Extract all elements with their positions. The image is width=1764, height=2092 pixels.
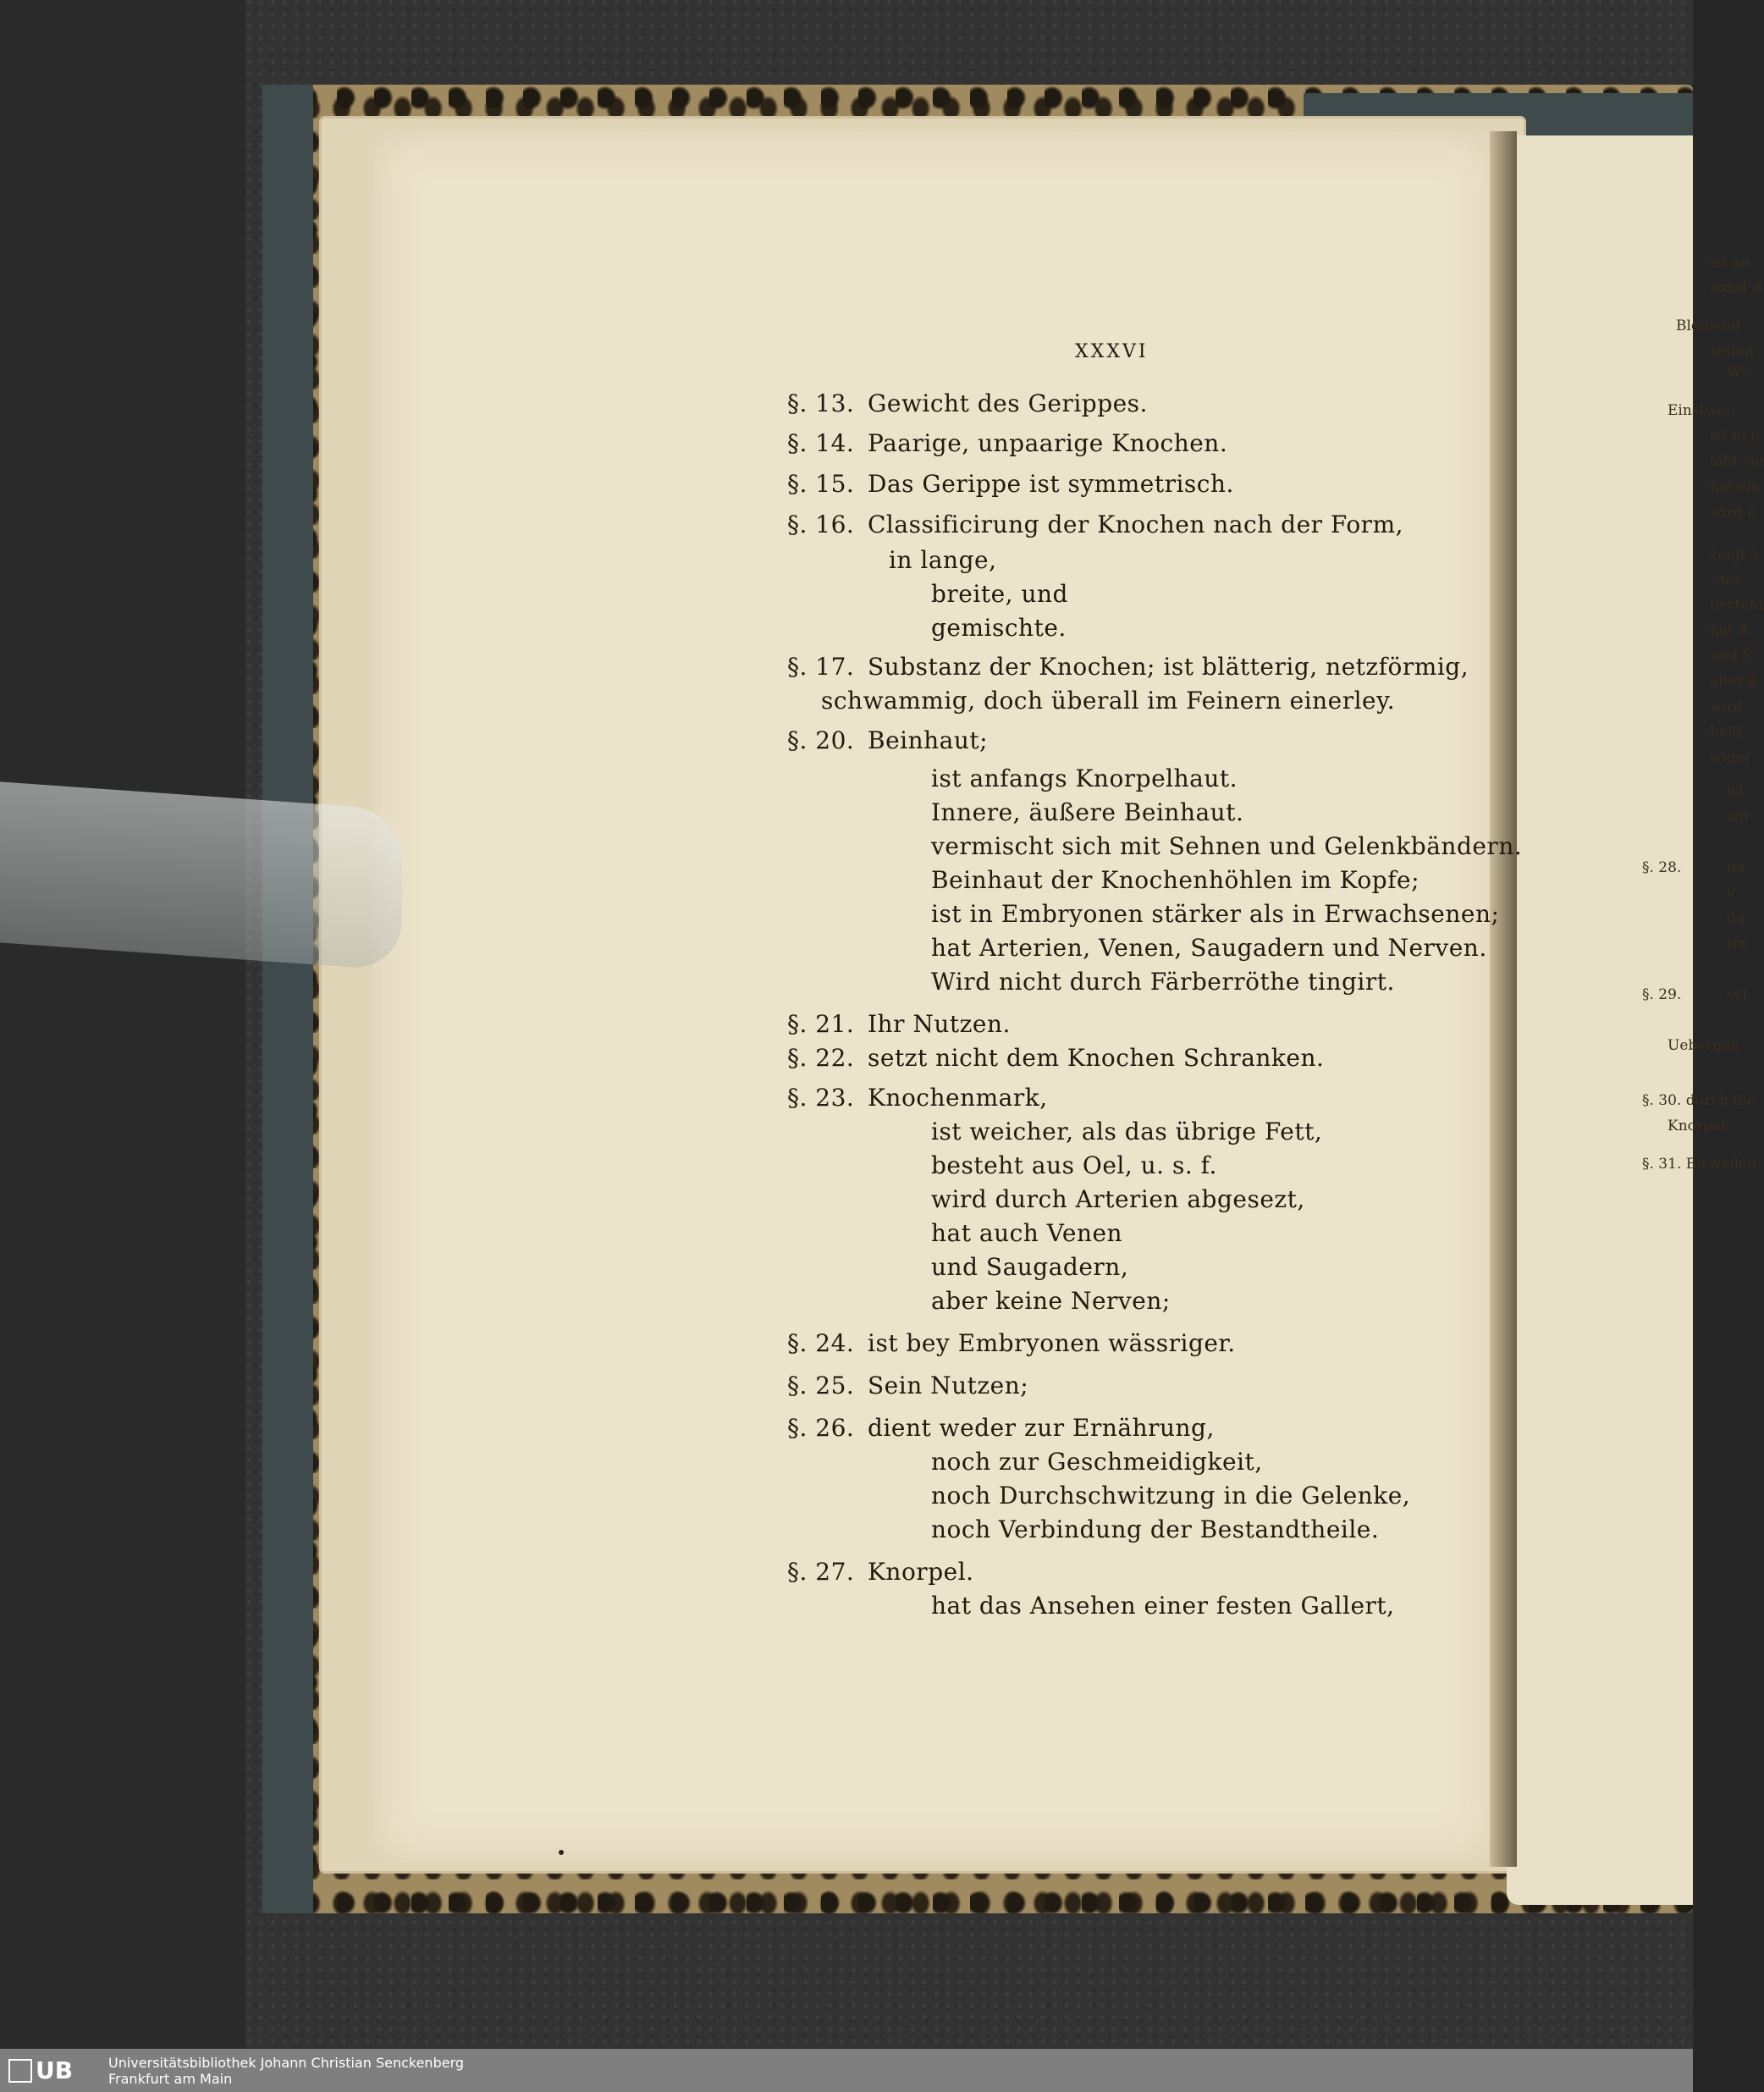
text-line [787, 614, 1067, 642]
line-text: Knorpel. [868, 1558, 974, 1586]
next-page-fragment: hat A [1710, 622, 1749, 639]
text-line [787, 726, 988, 754]
text-line [787, 1329, 1236, 1357]
next-page-fragment: wir [1727, 809, 1751, 825]
paragraph-ref: §. 21. [787, 1010, 855, 1038]
text-line [787, 1287, 1171, 1315]
next-page-fragment: ist an [1710, 254, 1750, 271]
next-page-fragment: sos [1718, 571, 1742, 588]
footer-line-2: Frankfurt am Main [108, 2071, 233, 2087]
line-text: ist weicher, als das übrige Fett, [931, 1118, 1323, 1145]
line-text: hat Arterien, Venen, Saugadern und Nerven. [931, 934, 1487, 962]
next-page-fragment: heilt [1710, 724, 1743, 741]
book-spine-cloth [262, 85, 313, 1913]
next-page-fragment: §. 31. Bisweilen [1642, 1156, 1756, 1173]
next-page-fragment: zeigt a [1710, 546, 1759, 563]
text-line [787, 764, 1238, 792]
line-text: Knochenmark, [868, 1084, 1048, 1112]
paragraph-ref: §. 27. [787, 1558, 855, 1586]
line-text: aber keine Nerven; [931, 1287, 1171, 1315]
text-line [787, 1044, 1324, 1072]
paragraph-ref: §. 15. [787, 470, 855, 498]
line-text: wird durch Arterien abgesezt, [931, 1185, 1305, 1213]
text-line [787, 1084, 1048, 1112]
line-text: hat das Ansehen einer festen Gallert, [931, 1592, 1395, 1620]
next-page-fragment: sei [1727, 986, 1748, 1003]
text-line [787, 1372, 1028, 1399]
logo-text: UB [36, 2056, 74, 2084]
text-line [787, 429, 1227, 457]
next-page-fragment: du [1727, 910, 1745, 927]
line-text: Das Gerippe ist symmetrisch. [868, 470, 1234, 498]
next-page-fragment: selten [1710, 343, 1755, 360]
line-text: Classificirung der Knochen nach der Form, [868, 511, 1404, 538]
line-text: Sein Nutzen; [868, 1372, 1029, 1399]
page-number: XXXVI [1075, 341, 1149, 362]
next-page-fragment: §. 28. [1642, 859, 1682, 876]
text-line [787, 968, 1395, 996]
text-line [787, 798, 1243, 826]
book-gutter [1490, 131, 1517, 1867]
footer-bar [0, 2049, 1693, 2092]
line-text: Ihr Nutzen. [868, 1010, 1011, 1038]
library-logo [8, 2056, 73, 2085]
next-page-fragment: ist [1727, 783, 1745, 800]
line-text: ist bey Embryonen wässriger. [868, 1329, 1236, 1357]
paragraph-ref: §. 25. [787, 1372, 855, 1399]
next-page-fragment: Uebergan [1668, 1037, 1740, 1054]
text-line [787, 900, 1499, 928]
paragraph-ref: §. 17. [787, 653, 855, 681]
text-line [787, 1010, 1011, 1038]
paragraph-ref: §. 13. [787, 389, 855, 417]
next-page-fragment: §. 29. [1642, 986, 1682, 1003]
line-text: Paarige, unpaarige Knochen. [868, 429, 1228, 457]
next-page-fragment: wird [1710, 698, 1743, 715]
line-text: ist in Embryonen stärker als in Erwachsenen; [931, 900, 1500, 928]
paragraph-ref: §. 24. [787, 1329, 855, 1357]
text-line [787, 1219, 1122, 1247]
paragraph-ref: §. 26. [787, 1414, 855, 1442]
line-text: Substanz der Knochen; ist blätterig, netzförmig, [868, 653, 1469, 681]
footer-line-1: Universitätsbibliothek Johann Christian Senckenberg [108, 2055, 465, 2071]
text-line [787, 934, 1487, 962]
paragraph-ref: §. 16. [787, 511, 855, 538]
line-text: schwammig, doch überall im Feinern einerley. [821, 687, 1396, 715]
text-line [787, 1448, 1263, 1476]
next-page-fragment: v [1727, 885, 1735, 902]
text-line [787, 580, 1068, 608]
paragraph-ref: §. 20. [787, 726, 855, 754]
footer-credit [108, 2055, 464, 2087]
text-line [787, 1592, 1395, 1620]
background-left [0, 0, 254, 2049]
next-page-fragment: wird e [1710, 504, 1756, 521]
line-text: Innere, äußere Beinhaut. [931, 798, 1244, 826]
next-page-fragment: im [1727, 859, 1745, 876]
text-line [787, 1482, 1410, 1510]
paragraph-ref: §. 14. [787, 429, 855, 457]
line-text: besteht aus Oel, u. s. f. [931, 1151, 1217, 1179]
next-page-fragment: Wi [1727, 364, 1746, 381]
paragraph-ref: §. 23. [787, 1084, 855, 1112]
text-line [787, 1414, 1215, 1442]
line-text: Beinhaut; [868, 726, 989, 754]
line-text: setzt nicht dem Knochen Schranken. [868, 1044, 1325, 1072]
next-page-fragment: besteht [1710, 597, 1764, 614]
line-text: noch zur Geschmeidigkeit, [931, 1448, 1263, 1476]
text-line [787, 511, 1403, 538]
text-line [787, 470, 1234, 498]
next-page-fragment: sonst d [1710, 279, 1762, 296]
text-line [787, 653, 1469, 681]
text-line [787, 546, 996, 574]
logo-box-icon [8, 2059, 32, 2083]
line-text: ist anfangs Knorpelhaut. [931, 764, 1238, 792]
line-text: Gewicht des Gerippes. [868, 389, 1148, 417]
next-page-fragment: Einstweil [1668, 402, 1735, 419]
line-text: vermischt sich mit Sehnen und Gelenkbändern. [931, 832, 1523, 860]
text-line [787, 1253, 1128, 1281]
line-text: gemischte. [931, 614, 1067, 642]
next-page-fragment: Bleibend [1676, 317, 1741, 334]
line-text: noch Durchschwitzung in die Gelenke, [931, 1482, 1411, 1510]
next-page-fragment: hat ein [1710, 478, 1761, 495]
text-line [787, 1558, 974, 1586]
text-line [787, 832, 1522, 860]
next-page-fragment: tre [1727, 936, 1749, 952]
line-text: in lange, [889, 546, 997, 574]
next-page-fragment: und S [1710, 648, 1752, 665]
paragraph-ref: §. 22. [787, 1044, 855, 1072]
text-line [787, 866, 1419, 894]
line-text: und Saugadern, [931, 1253, 1129, 1281]
ink-dot [559, 1850, 564, 1855]
line-text: hat auch Venen [931, 1219, 1123, 1247]
glass-bookmark-weight [0, 781, 402, 970]
line-text: Beinhaut der Knochenhöhlen im Kopfe; [931, 866, 1420, 894]
line-text: noch Verbindung der Bestandtheile. [931, 1515, 1380, 1543]
next-page-fragment: Knorpel. [1668, 1118, 1730, 1134]
next-page-fragment: wider [1710, 749, 1752, 766]
next-page-fragment: aber k [1710, 673, 1756, 690]
next-page-fragment: §. 30. durch die [1642, 1092, 1756, 1109]
next-page-fragment: läßt sie [1710, 453, 1764, 470]
next-page [1507, 135, 1764, 1905]
line-text: Wird nicht durch Färberröthe tingirt. [931, 968, 1395, 996]
text-line [787, 389, 1148, 417]
text-line [787, 1151, 1217, 1179]
text-line [787, 1118, 1322, 1145]
line-text: breite, und [931, 580, 1068, 608]
line-text: dient weder zur Ernährung, [868, 1414, 1215, 1442]
text-line [787, 1185, 1305, 1213]
next-page-fragment: ist in ( [1710, 428, 1756, 444]
text-line [787, 1515, 1379, 1543]
text-line [787, 687, 1395, 715]
